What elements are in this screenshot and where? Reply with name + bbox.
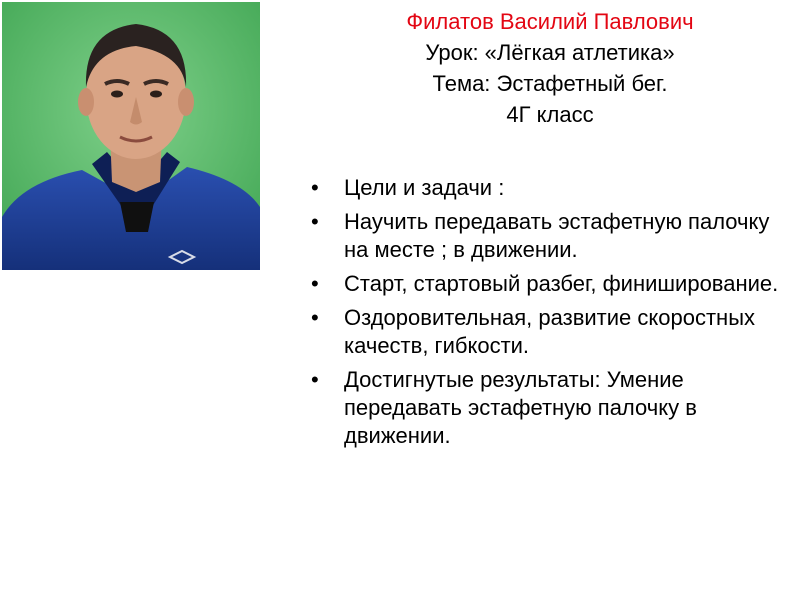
lesson-title: Урок: «Лёгкая атлетика» — [425, 40, 675, 65]
class-grade: 4Г класс — [506, 102, 594, 127]
list-item-text: Научить передавать эстафетную палочку на месте ; в движении. — [344, 209, 770, 262]
bullet-icon: • — [311, 367, 319, 392]
bullet-icon: • — [311, 271, 319, 296]
list-item-text: Достигнутые результаты: Умение передавать эстафетную палочку в движении. — [344, 367, 697, 448]
lesson-topic: Тема: Эстафетный бег. — [432, 71, 668, 96]
goals-list — [311, 174, 791, 456]
bullet-icon: • — [311, 305, 319, 330]
slide-header — [300, 6, 800, 130]
list-item — [311, 270, 791, 298]
list-item-text: Цели и задачи : — [344, 175, 505, 200]
list-item-text: Оздоровительная, развитие скоростных качеств, гибкости. — [344, 305, 756, 358]
list-item — [311, 366, 791, 450]
bullet-icon: • — [311, 175, 319, 200]
teacher-photo — [2, 2, 260, 270]
teacher-portrait-image — [2, 2, 260, 270]
teacher-name: Филатов Василий Павлович — [406, 9, 694, 34]
list-item — [311, 208, 791, 264]
list-item — [311, 174, 791, 202]
list-item-text: Старт, стартовый разбег, финиширование. — [344, 271, 779, 296]
list-item — [311, 304, 791, 360]
bullet-icon: • — [311, 209, 319, 234]
